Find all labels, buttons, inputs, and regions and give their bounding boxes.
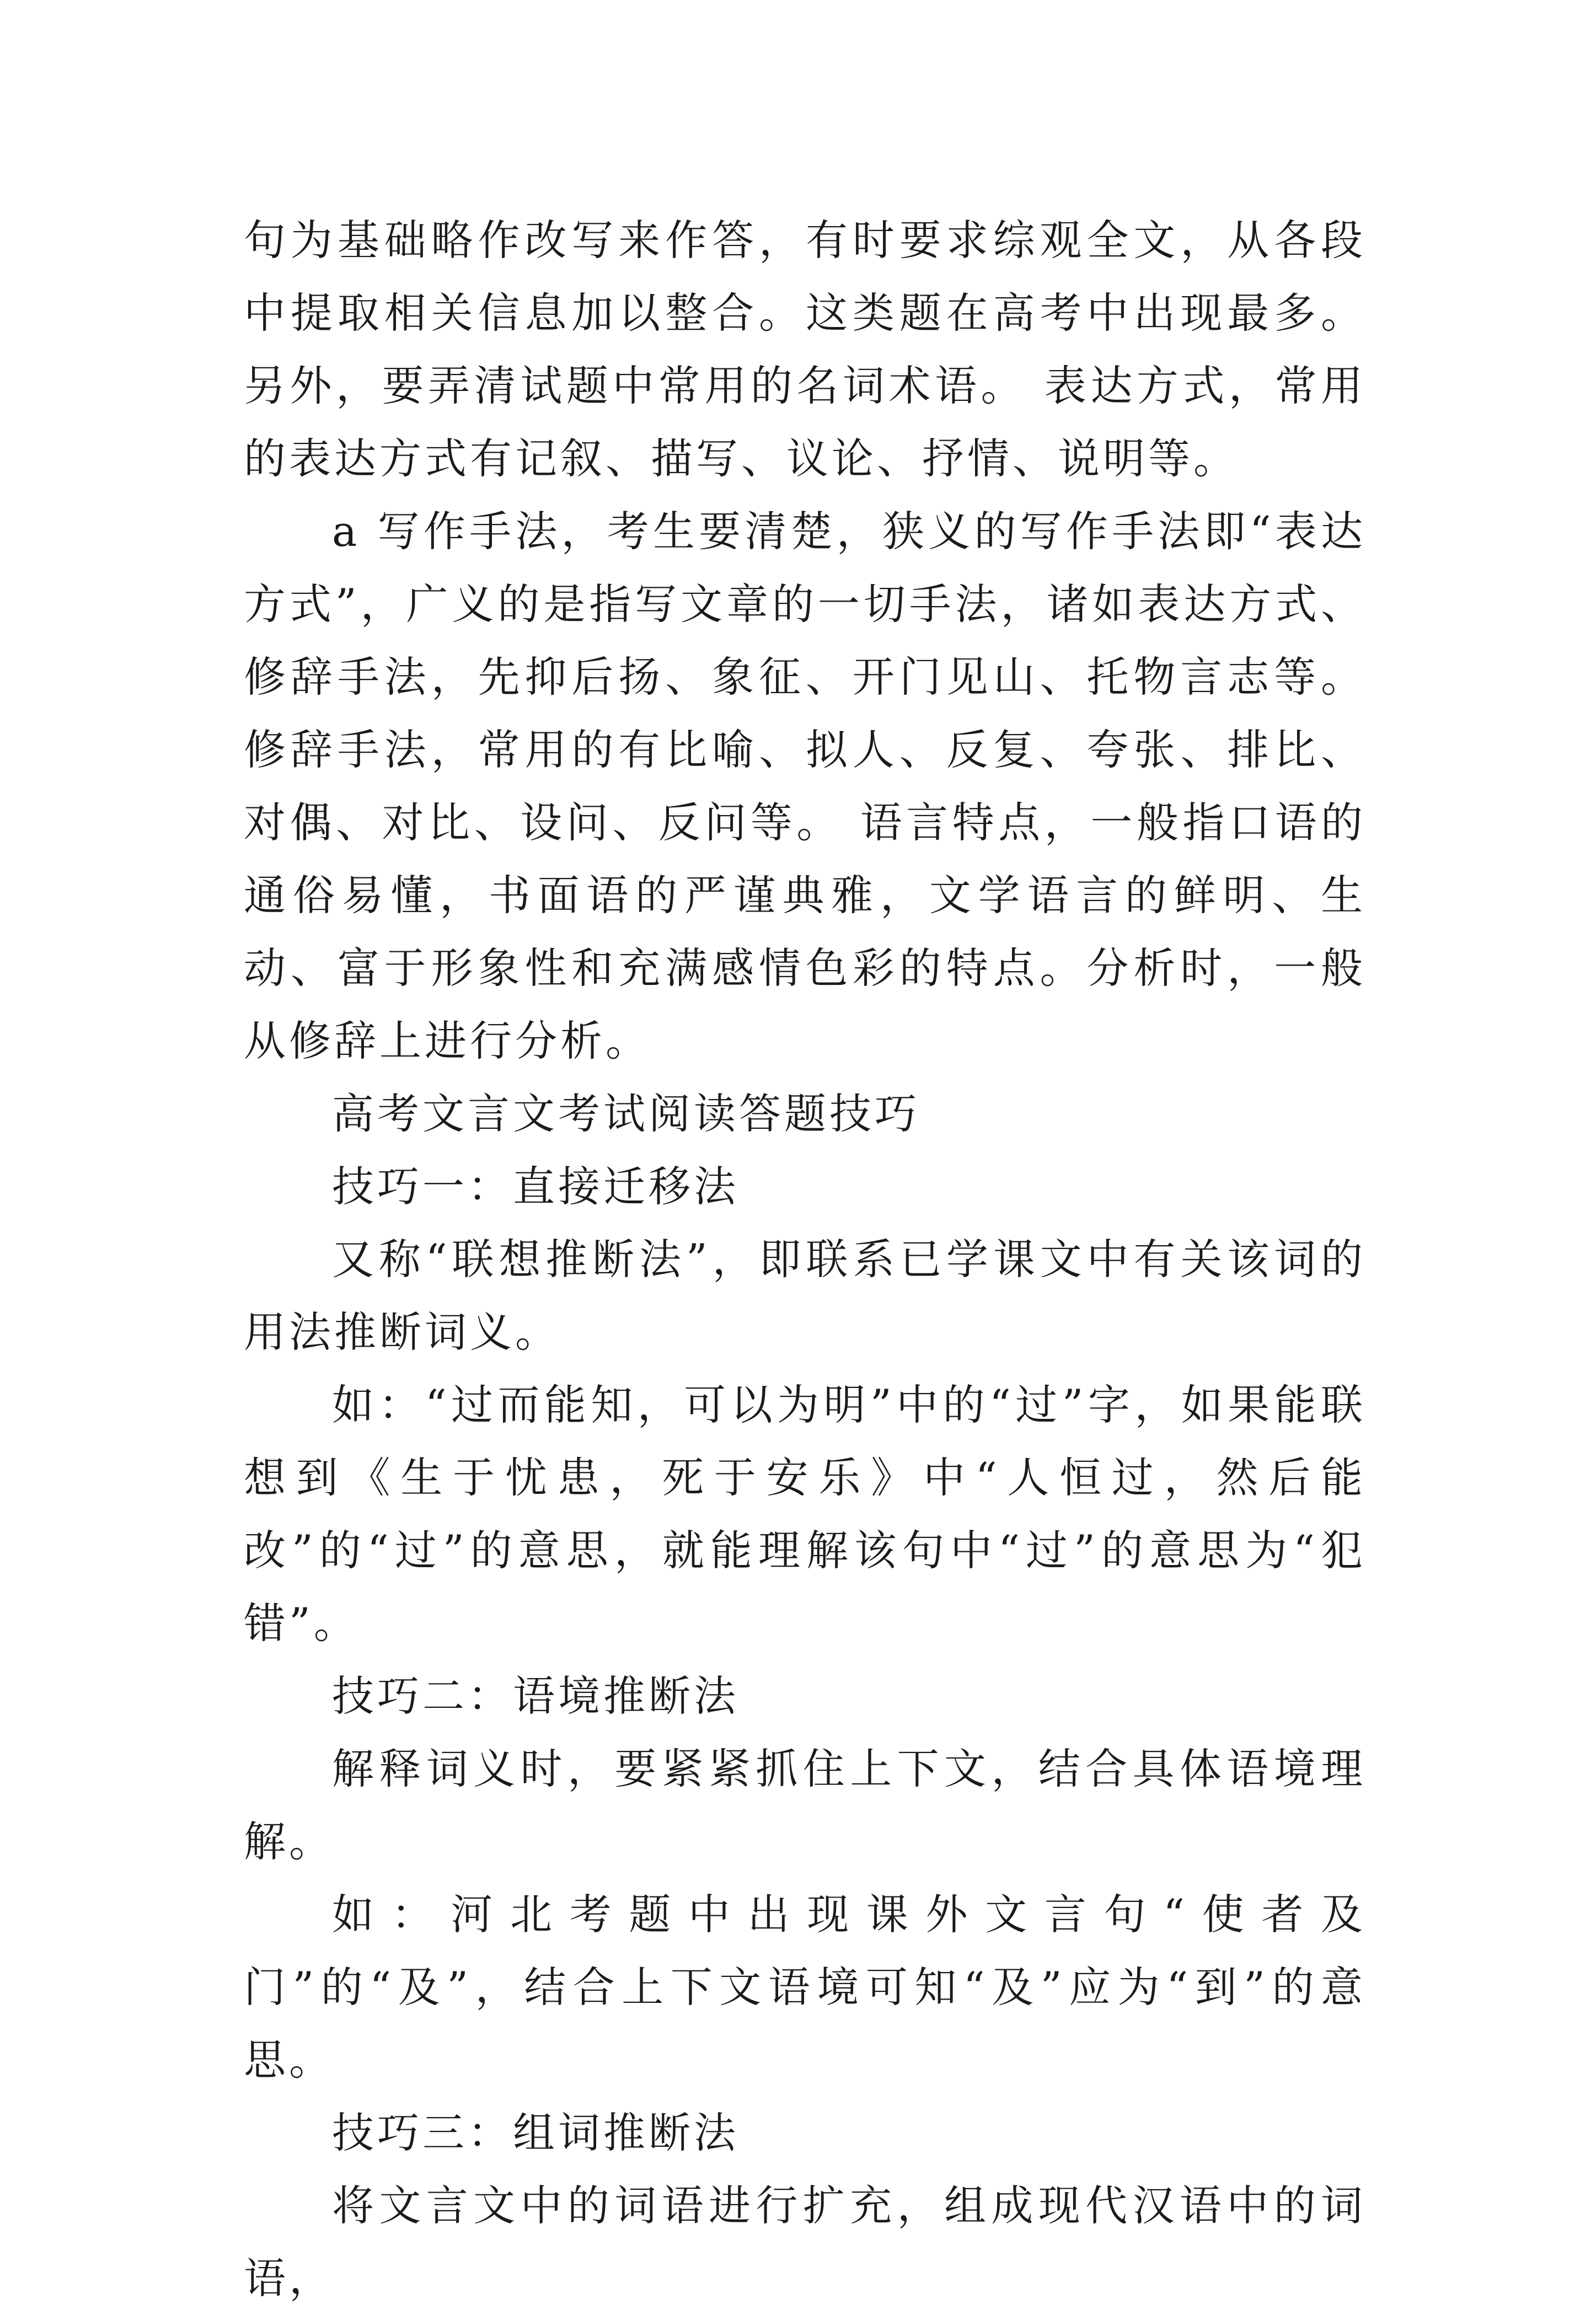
technique-3-description: 将文言文中的词语进行扩充，组成现代汉语中的词语， [244, 2181, 1366, 2303]
paragraph-continuation: 句为基础略作改写来作答，有时要求综观全文，从各段中提取相关信息加以整合。这类题在高考中出现最多。另外，要弄清试题中常用的名词术语。 表达方式，常用的表达方式有记叙、描写、议论、抒情、说明等。 [244, 216, 1366, 483]
document-body [244, 204, 1366, 2315]
technique-1-example: 如：“过而能知，可以为明”中的“过”字，如果能联想到《生于忧患，死于安乐》中“人恒过，然后能改”的“过”的意思，就能理解该句中“过”的意思为“犯错”。 [244, 1380, 1366, 1648]
technique-3-heading: 技巧三：组词推断法 [332, 2108, 739, 2157]
technique-1-heading: 技巧一：直接迁移法 [332, 1162, 739, 1211]
technique-2-description: 解释词义时，要紧紧抓住上下文，结合具体语境理解。 [244, 1744, 1366, 1866]
technique-2-heading: 技巧二：语境推断法 [332, 1671, 739, 1721]
technique-1-description: 又称“联想推断法”，即联系已学课文中有关该词的用法推断词义。 [244, 1235, 1366, 1357]
technique-2-example: 如：河北考题中出现课外文言句“使者及门”的“及”，结合上下文语境可知“及”应为“到”的意思。 [244, 1890, 1366, 2084]
paragraph-writing-techniques: a 写作手法，考生要清楚，狭义的写作手法即“表达方式”，广义的是指写文章的一切手法，诸如表达方式、修辞手法，先抑后扬、象征、开门见山、托物言志等。 修辞手法，常用的有比喻、拟人、反复、夸张、排比、对偶、对比、设问、反问等。 语言特点，一般指口语的通俗易懂，书面语的严谨典雅，文学语言的鲜明、生动、富于形象性和充满感情色彩的特点。分析时，一般从修辞上进行分析。 [244, 507, 1366, 1065]
section-heading: 高考文言文考试阅读答题技巧 [332, 1089, 920, 1138]
